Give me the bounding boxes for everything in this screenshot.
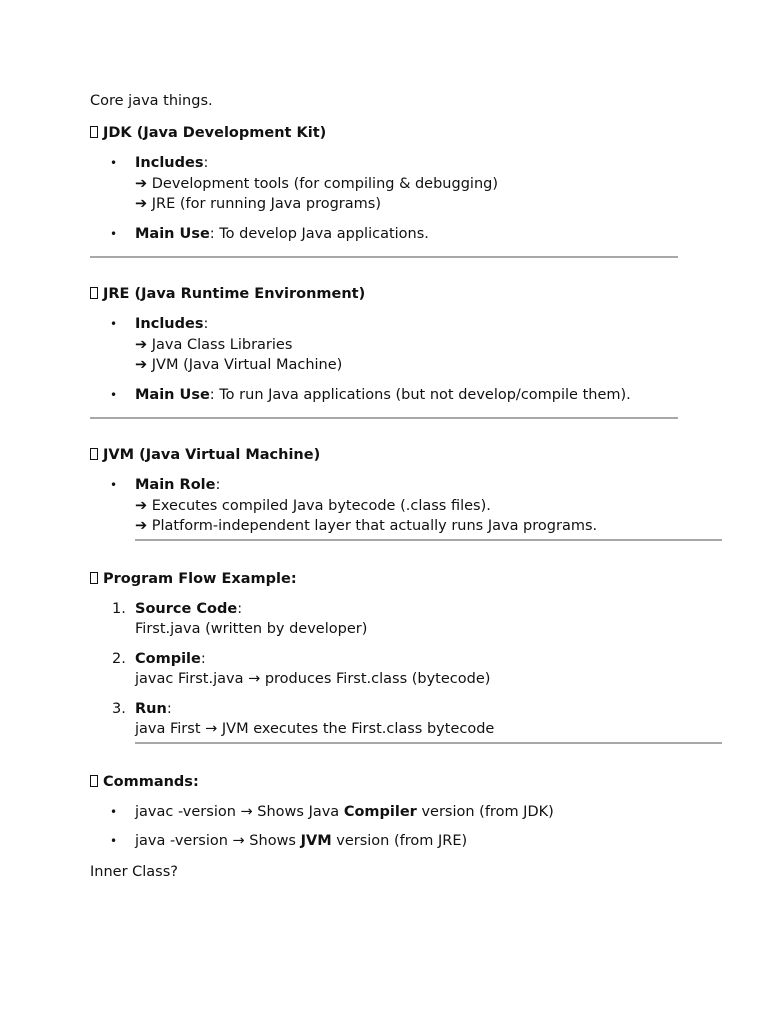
sub-item: ➔ JVM (Java Virtual Machine) — [135, 357, 343, 373]
missing-glyph-icon — [90, 775, 98, 787]
list-item — [90, 385, 730, 406]
missing-glyph-icon — [90, 572, 98, 584]
main-role-label: Main Role — [135, 477, 216, 493]
commands-heading-text: Commands: — [103, 773, 199, 790]
flow-list — [90, 599, 730, 740]
flow-heading-text: Program Flow Example: — [103, 570, 297, 587]
colon: : — [166, 700, 172, 717]
includes-label: Includes — [135, 155, 204, 171]
main-use-label: Main Use — [135, 386, 210, 403]
step-label: Run — [135, 700, 167, 717]
step-number: 3. — [112, 700, 126, 717]
command-bold: JVM — [300, 833, 332, 849]
commands-list — [90, 802, 730, 852]
colon: : — [215, 477, 221, 493]
flow-heading — [90, 568, 730, 590]
command-text: java -version → Shows — [135, 833, 301, 849]
list-item — [90, 224, 730, 245]
list-item — [90, 475, 730, 537]
colon: : — [237, 600, 243, 617]
bullet-icon: • — [110, 387, 118, 402]
sub-item: ➔ Java Class Libraries — [135, 336, 293, 353]
command-text: version (from JRE) — [331, 833, 468, 849]
sub-item: ➔ Platform-independent layer that actually runs Java programs. — [135, 518, 598, 534]
sub-item: ➔ Executes compiled Java bytecode (.class files). — [135, 497, 491, 514]
sub-item: ➔ Development tools (for compiling & debugging) — [135, 175, 498, 192]
bullet-icon: • — [110, 156, 118, 170]
jvm-list — [90, 475, 730, 537]
colon: : — [203, 316, 209, 332]
step-text: javac First.java → produces First.class (bytecode) — [135, 671, 491, 687]
jdk-list — [90, 153, 730, 244]
step-number: 1. — [112, 600, 126, 617]
main-use-text: : To run Java applications (but not develop/compile them). — [209, 386, 631, 403]
main-use-text: : To develop Java applications. — [209, 225, 429, 242]
step-number: 2. — [112, 650, 126, 667]
main-use-label: Main Use — [135, 225, 210, 242]
step-text: First.java (written by developer) — [135, 621, 368, 637]
list-item — [90, 802, 730, 823]
section-divider — [90, 417, 678, 419]
jre-heading — [90, 283, 730, 305]
list-item — [90, 153, 730, 215]
colon: : — [200, 650, 206, 667]
colon: : — [203, 155, 209, 171]
bullet-icon: • — [110, 226, 118, 241]
step-text: java First → JVM executes the First.class bytecode — [135, 721, 495, 737]
bullet-icon: • — [110, 317, 118, 331]
document-page — [90, 90, 730, 897]
missing-glyph-icon — [90, 448, 98, 460]
step-label: Source Code — [135, 600, 238, 617]
jdk-heading-text: JDK (Java Development Kit) — [103, 125, 327, 141]
list-item — [90, 649, 730, 690]
list-item — [90, 831, 730, 852]
command-text: javac -version → Shows Java — [135, 803, 344, 820]
jvm-heading-text: JVM (Java Virtual Machine) — [103, 447, 321, 463]
list-item — [90, 599, 730, 640]
command-bold: Compiler — [343, 803, 417, 820]
missing-glyph-icon — [90, 126, 98, 138]
sub-item: ➔ JRE (for running Java programs) — [135, 196, 381, 212]
outro-text: Inner Class? — [90, 863, 178, 880]
section-divider — [135, 742, 722, 744]
command-text: version (from JDK) — [416, 803, 554, 820]
commands-heading — [90, 771, 730, 793]
missing-glyph-icon — [90, 287, 98, 299]
list-item — [90, 314, 730, 376]
jvm-heading — [90, 444, 730, 466]
jdk-heading — [90, 122, 730, 144]
bullet-icon: • — [110, 834, 118, 848]
includes-label: Includes — [135, 316, 204, 332]
intro-text: Core java things. — [90, 93, 213, 109]
step-label: Compile — [135, 650, 201, 667]
bullet-icon: • — [110, 478, 118, 492]
jre-list — [90, 314, 730, 405]
jre-heading-text: JRE (Java Runtime Environment) — [103, 286, 366, 302]
section-divider — [90, 256, 678, 258]
bullet-icon: • — [110, 804, 118, 819]
section-divider — [135, 539, 722, 541]
list-item — [90, 699, 730, 740]
